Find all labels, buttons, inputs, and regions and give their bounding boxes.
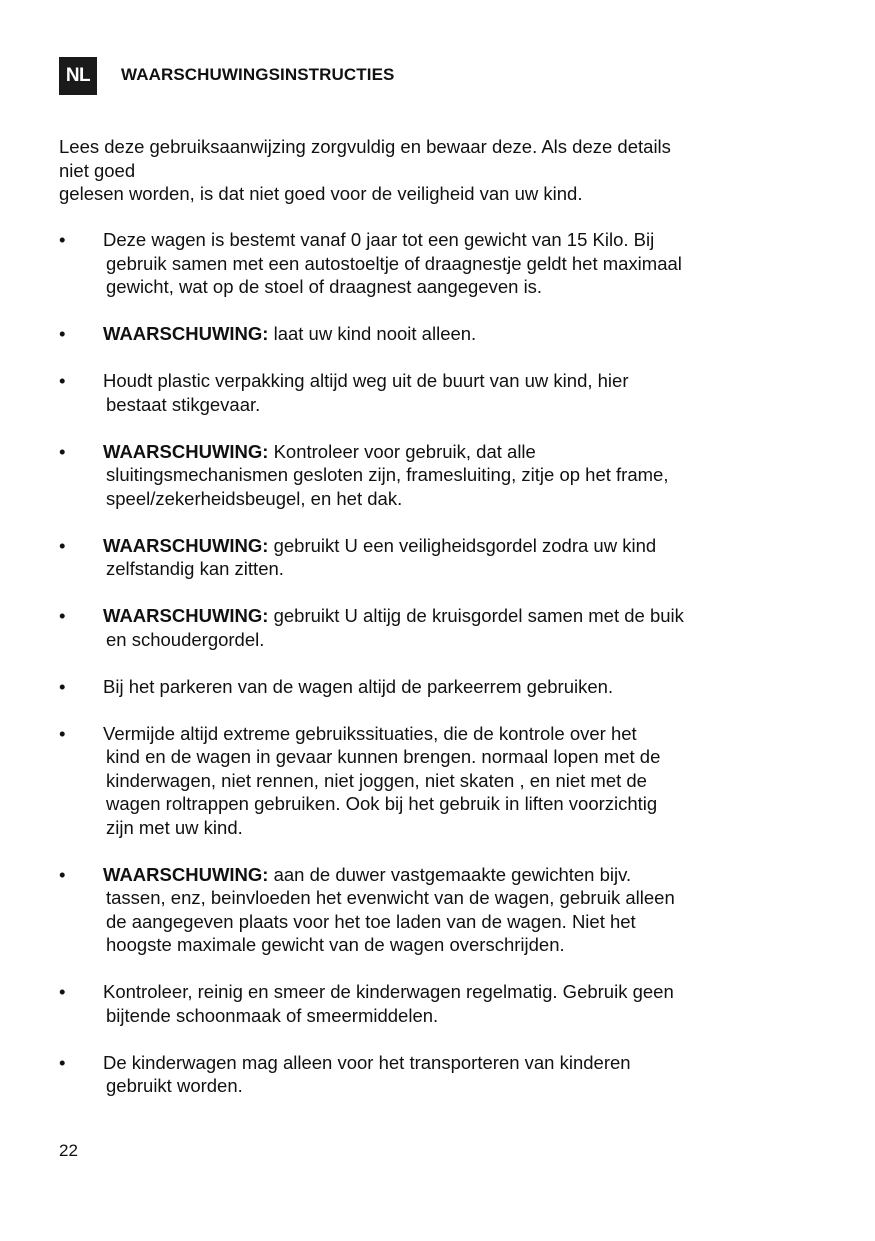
- warning-line: zelfstandig kan zitten.: [106, 558, 284, 579]
- warning-text: gebruikt U een veiligheidsgordel zodra uw kind: [268, 534, 657, 556]
- warning-line: gebruik samen met een autostoeltje of draagnestje geldt het maximaal: [106, 252, 682, 274]
- warning-line: en schoudergordel.: [106, 628, 265, 650]
- warning-line: tassen, enz, beinvloeden het evenwicht van de wagen, gebruik alleen: [106, 887, 675, 908]
- bullet-icon: •: [59, 370, 66, 391]
- warning-line: Deze wagen is bestemt vanaf 0 jaar tot een gewicht van 15 Kilo. Bij: [103, 229, 655, 250]
- warning-item: [59, 675, 819, 699]
- warning-line: kinderwagen, niet rennen, niet joggen, niet skaten , en niet met de: [106, 769, 647, 791]
- bullet-icon: •: [59, 534, 66, 556]
- warning-line: de aangegeven plaats voor het toe laden van de wagen. Niet het: [106, 910, 636, 932]
- warning-line: kind en de wagen in gevaar kunnen brengen. normaal lopen met de: [106, 746, 661, 767]
- warning-line: speel/zekerheidsbeugel, en het dak.: [106, 487, 403, 509]
- bullet-icon: •: [59, 722, 66, 744]
- warning-label: WAARSCHUWING:: [103, 440, 269, 462]
- warning-line: [103, 863, 819, 887]
- bullet-icon: •: [59, 229, 66, 250]
- warning-line: Kontroleer, reinig en smeer de kinderwagen regelmatig. Gebruik geen: [103, 981, 674, 1002]
- warning-item: [59, 440, 819, 511]
- warning-line: [103, 534, 819, 558]
- intro-line: gelesen worden, is dat niet goed voor de veiligheid van uw kind.: [59, 183, 583, 204]
- warning-line: gewicht, wat op de stoel of draagnest aangegeven is.: [106, 276, 543, 297]
- warning-item: [59, 369, 819, 416]
- page-number: 22: [59, 1141, 78, 1160]
- warning-line: bijtende schoonmaak of smeermiddelen.: [106, 1004, 439, 1026]
- warning-item: [59, 534, 819, 581]
- warning-item: [59, 604, 819, 651]
- warning-text: aan de duwer vastgemaakte gewichten bijv.: [268, 863, 632, 885]
- warning-text: gebruikt U altijg de kruisgordel samen met de buik: [268, 605, 684, 626]
- bullet-icon: •: [59, 675, 66, 697]
- warning-item: [59, 322, 819, 346]
- warning-line: hoogste maximale gewicht van de wagen overschrijden.: [106, 934, 565, 955]
- warning-text: Kontroleer voor gebruik, dat alle: [268, 440, 536, 462]
- warning-label: WAARSCHUWING:: [103, 605, 269, 626]
- warning-line: wagen roltrappen gebruiken. Ook bij het gebruik in liften voorzichtig: [106, 793, 658, 814]
- intro-paragraph: [59, 135, 779, 206]
- warning-label: WAARSCHUWING:: [103, 323, 269, 344]
- warning-label: WAARSCHUWING:: [103, 534, 269, 556]
- bullet-icon: •: [59, 605, 66, 626]
- warning-line: De kinderwagen mag alleen voor het transporteren van kinderen: [103, 1051, 631, 1073]
- warning-line: [103, 322, 819, 346]
- warning-line: Houdt plastic verpakking altijd weg uit de buurt van uw kind, hier: [103, 370, 629, 391]
- warning-item: [59, 980, 819, 1027]
- warning-line: bestaat stikgevaar.: [106, 393, 261, 415]
- bullet-icon: •: [59, 323, 66, 344]
- warning-line: Vermijde altijd extreme gebruikssituaties, die de kontrole over het: [103, 722, 637, 744]
- bullet-icon: •: [59, 440, 66, 462]
- warning-line: [103, 440, 819, 464]
- warning-text: laat uw kind nooit alleen.: [268, 323, 477, 344]
- language-badge: NL: [59, 57, 97, 95]
- warning-item: [59, 1051, 819, 1098]
- warning-line: zijn met uw kind.: [106, 816, 243, 838]
- warning-item: [59, 722, 819, 840]
- bullet-icon: •: [59, 1051, 66, 1073]
- warning-line: gebruikt worden.: [106, 1075, 243, 1096]
- warning-item: [59, 228, 819, 299]
- intro-line: Lees deze gebruiksaanwijzing zorgvuldig en bewaar deze. Als deze details: [59, 136, 671, 157]
- warning-item: [59, 863, 819, 957]
- intro-line: niet goed: [59, 159, 136, 181]
- warning-label: WAARSCHUWING:: [103, 863, 269, 885]
- page-title: WAARSCHUWINGSINSTRUCTIES: [121, 65, 395, 84]
- bullet-icon: •: [59, 981, 66, 1002]
- warning-line: Bij het parkeren van de wagen altijd de parkeerrem gebruiken.: [103, 675, 614, 697]
- warning-list: [59, 228, 819, 1121]
- bullet-icon: •: [59, 863, 66, 885]
- warning-line: sluitingsmechanismen gesloten zijn, framesluiting, zitje op het frame,: [106, 464, 669, 485]
- warning-line: [103, 604, 819, 628]
